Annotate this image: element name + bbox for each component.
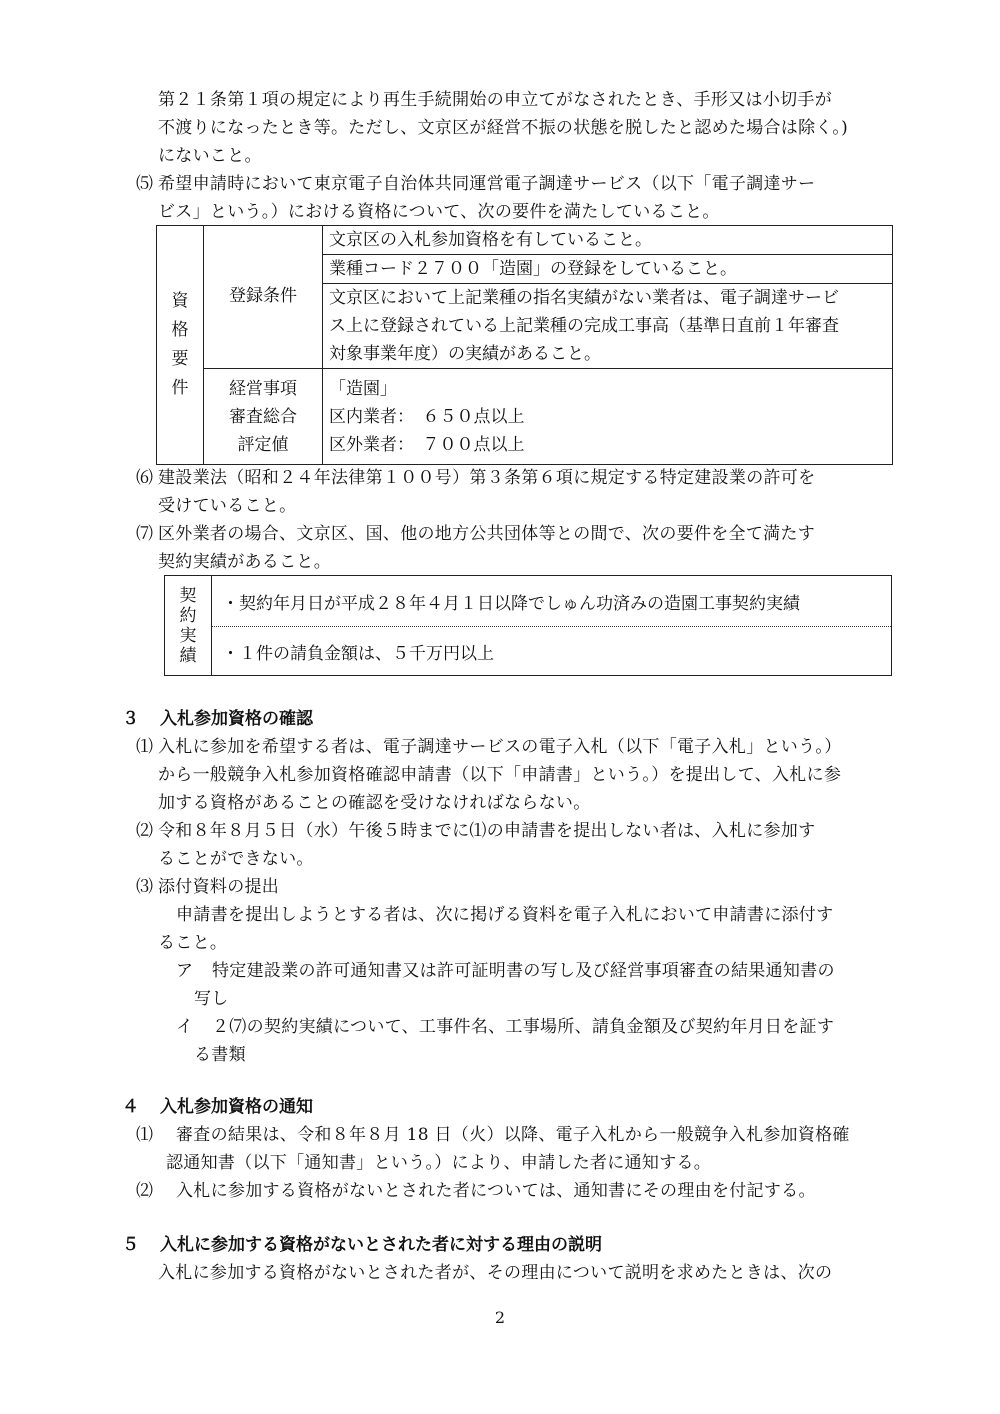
section5-title: 入札に参加する資格がないとされた者に対する理由の説明: [160, 1235, 602, 1255]
item5-marker: ⑸: [136, 174, 154, 194]
score-value-text: 「造園」: [329, 379, 397, 399]
s3-sub-a-line-2: 写し: [194, 989, 229, 1009]
item6-line-1: [136, 464, 815, 492]
item7-line-2: 契約実績があること。: [158, 552, 331, 572]
s3-sub-a-text-1: 特定建設業の許可通知書又は許可証明書の写し及び経営事項審査の結果通知書の: [212, 961, 835, 981]
s3-sub-a-line-1: [176, 957, 835, 985]
section4-number: ４: [122, 1097, 139, 1117]
s3-item2-line-2: ることができない。: [158, 849, 314, 869]
s3-item1-text-1: 入札に参加を希望する者は、電子調達サービスの電子入札（以下「電子入札」という。）: [158, 737, 842, 757]
section5-number: ５: [122, 1235, 139, 1255]
qualification-table: [156, 225, 893, 465]
s3-item1-marker: ⑴: [136, 737, 154, 757]
reg-row-text: 文京区において上記業種の指名実績がない業者は、電子調達サービ: [329, 288, 839, 308]
item6-marker: ⑹: [136, 468, 154, 488]
section4-title: 入札参加資格の通知: [160, 1097, 313, 1117]
reg-row-1: [323, 226, 893, 255]
contract-label-char: 契: [179, 585, 197, 606]
s3-item3-title-line: [136, 873, 279, 901]
contract-label-char: 実: [179, 625, 197, 646]
score-label-text: 経営事項: [229, 379, 297, 399]
s4-item2-marker: ⑵: [136, 1181, 154, 1201]
section3-title: 入札参加資格の確認: [160, 709, 313, 729]
s4-item1-marker: ⑴: [136, 1125, 154, 1145]
s3-item3-body-2: ること。: [158, 933, 228, 953]
s3-sub-a-marker: ア: [176, 961, 194, 981]
qual-group-char: 件: [171, 378, 189, 398]
s4-item1-line-1: [136, 1121, 850, 1149]
reg-row-text: 文京区の入札参加資格を有していること。: [329, 230, 652, 250]
section3-number: ３: [122, 709, 139, 729]
reg-row-text: 対象事業年度）の実績があること。: [329, 344, 601, 364]
contract-label-char: 約: [179, 605, 197, 626]
item5-text-1: 希望申請時において東京電子自治体共同運営電子調達サービス（以下「電子調達サー: [158, 174, 816, 194]
contract-label-char: 績: [179, 645, 197, 666]
item5-line-1: [136, 170, 815, 198]
page-number: 2: [494, 1308, 506, 1327]
s3-sub-i-text-1: ２⑺の契約実績について、工事件名、工事場所、請負金額及び契約年月日を証す: [212, 1017, 835, 1037]
s3-sub-i-marker: イ: [176, 1017, 194, 1037]
s5-line-1: 入札に参加する資格がないとされた者が、その理由について説明を求めたときは、次の: [158, 1263, 833, 1283]
s3-item3-marker: ⑶: [136, 877, 154, 897]
qual-group-label: [157, 226, 204, 465]
section4-heading: [122, 1093, 313, 1121]
item6-line-2: 受けていること。: [158, 496, 297, 516]
qual-group-char: 要: [171, 349, 189, 369]
s3-sub-i-line-2: る書類: [194, 1045, 246, 1065]
score-values: [323, 369, 893, 465]
item7-line-1: [136, 520, 815, 548]
score-value-text: 区内業者： ６５０点以上: [329, 407, 525, 427]
reg-row-3: [323, 284, 893, 369]
contract-label: [165, 576, 212, 676]
contract-row-2: ・１件の請負金額は、５千万円以上: [222, 643, 494, 664]
s3-item1-line-1: [136, 733, 842, 761]
item5-line-2: ビス」という。）における資格について、次の要件を満たしていること。: [158, 202, 720, 222]
s3-item1-line-2: から一般競争入札参加資格確認申請書（以下「申請書」という。）を提出して、入札に参: [158, 765, 842, 785]
s3-item2-text-1: 令和８年８月５日（水）午後５時までに⑴の申請書を提出しない者は、入札に参加す: [158, 821, 816, 841]
intro-line-2: 不渡りになったとき等。ただし、文京区が経営不振の状態を脱したと認めた場合は除く。): [158, 118, 849, 138]
reg-label-text: 登録条件: [229, 286, 297, 306]
s4-item1-line-2: 認通知書（以下「通知書」という。）により、申請した者に通知する。: [166, 1153, 712, 1173]
s3-sub-i-line-1: [176, 1013, 834, 1041]
section3-heading: [122, 705, 313, 733]
intro-line-3: にないこと。: [158, 146, 262, 166]
s3-item3-title: 添付資料の提出: [158, 877, 280, 897]
qual-group-char: 資: [171, 291, 189, 311]
reg-row-2: [323, 255, 893, 284]
contract-table: [164, 575, 892, 676]
contract-row-1: ・契約年月日が平成２８年４月１日以降でしゅん功済みの造園工事契約実績: [212, 576, 892, 627]
intro-line-1: 第２１条第１項の規定により再生手続開始の申立てがなされたとき、手形又は小切手が: [158, 90, 833, 110]
item6-text-1: 建設業法（昭和２４年法律第１００号）第３条第６項に規定する特定建設業の許可を: [158, 468, 816, 488]
qual-group-char: 格: [171, 320, 189, 340]
s4-item2-line-1: [136, 1177, 816, 1205]
reg-condition-label: [204, 226, 323, 369]
score-label-text: 審査総合: [229, 407, 297, 427]
reg-row-text: 業種コード２７００「造園」の登録をしていること。: [329, 259, 737, 279]
item7-text-1: 区外業者の場合、文京区、国、他の地方公共団体等との間で、次の要件を全て満たす: [158, 524, 816, 544]
s3-item2-marker: ⑵: [136, 821, 154, 841]
s3-item2-line-1: [136, 817, 815, 845]
score-value-text: 区外業者： ７００点以上: [329, 435, 525, 455]
score-label: [204, 369, 323, 465]
s3-item1-line-3: 加する資格があることの確認を受けなければならない。: [158, 793, 591, 813]
section5-heading: [122, 1231, 602, 1259]
s4-item2-text-1: 入札に参加する資格がないとされた者については、通知書にその理由を付記する。: [176, 1181, 816, 1201]
s4-item1-text-1: 審査の結果は、令和８年８月 18 日（火）以降、電子入札から一般競争入札参加資格確: [176, 1125, 850, 1145]
reg-row-text: ス上に登録されている上記業種の完成工事高（基準日直前１年審査: [329, 316, 839, 336]
s3-item3-body-1: 申請書を提出しようとする者は、次に掲げる資料を電子入札において申請書に添付す: [176, 905, 834, 925]
item7-marker: ⑺: [136, 524, 154, 544]
score-label-text: 評定値: [237, 435, 289, 455]
